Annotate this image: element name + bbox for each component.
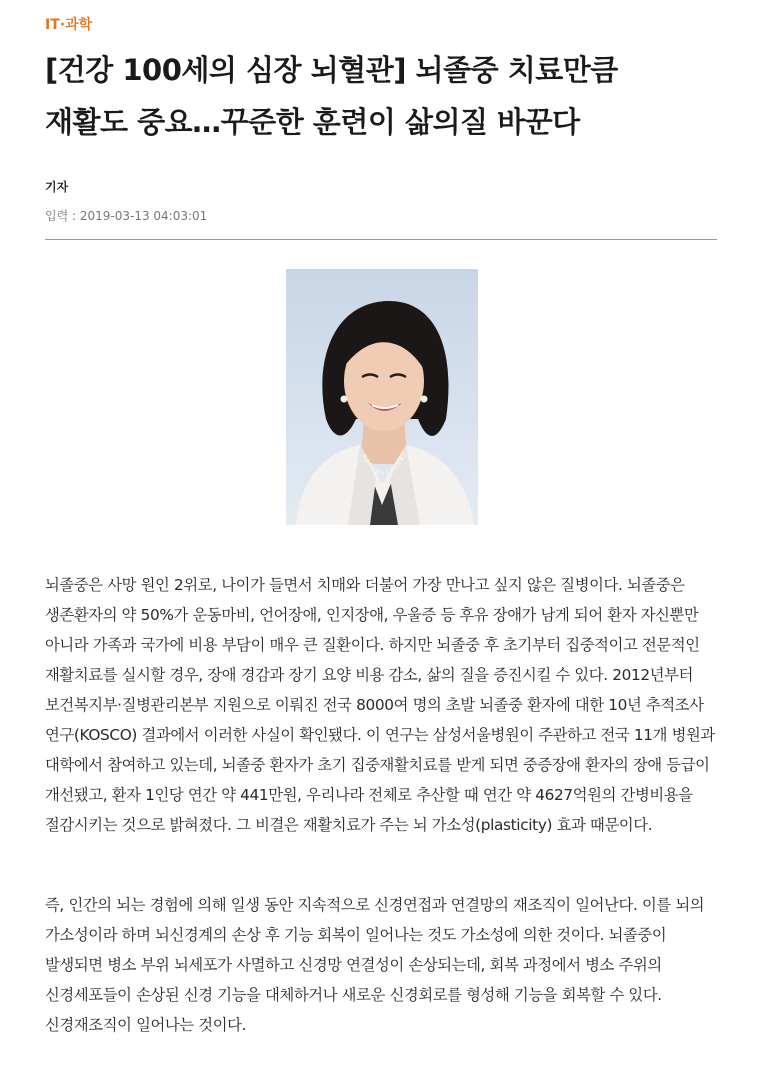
article-paragraph-2: 즉, 인간의 뇌는 경험에 의해 일생 동안 지속적으로 신경연접과 연결망의 재조직이 일어난다. 이를 뇌의 가소성이라 하며 뇌신경계의 손상 후 기능 회복이 일어나는 것도 가소성에 의한 것이다. 뇌졸중이 발생되면 병소 부위 뇌세포가 사멸하고 신경망 연결성이 손상되는데, 회복 과정에서 병소 주위의 신경세포들이 손상된 신경 기능을 대체하거나 새로운 신경회로를 형성해 기능을 회복할 수 있다. 신경재조직이 일어나는 것이다. [45, 896, 705, 1034]
headline-line-2: 재활도 중요…꾸준한 훈련이 삶의질 바꾼다 [45, 105, 580, 139]
section-category-link[interactable]: IT·과학 [45, 17, 93, 33]
headline-line-1: [건강 100세의 심장 뇌혈관] 뇌졸중 치료만큼 [45, 53, 618, 87]
published-date: 입력 : 2019-03-13 04:03:01 [45, 209, 208, 223]
article-paragraph-1: 뇌졸중은 사망 원인 2위로, 나이가 들면서 치매와 더불어 가장 만나고 싶지 않은 질병이다. 뇌졸중은 생존환자의 약 50%가 운동마비, 언어장애, 인지장애, 우울증 등 후유 장애가 남게 되어 환자 자신뿐만 아니라 가족과 국가에 비용 부담이 매우 큰 질환이다. 하지만 뇌졸중 후 초기부터 집중적이고 전문적인 재활치료를 실시할 경우, 장애 경감과 장기 요양 비용 감소, 삶의 질을 증진시킬 수 있다. 2012년부터 보건복지부·질병관리본부 지원으로 이뤄진 전국 8000여 명의 초발 뇌졸중 환자에 대한 10년 추적조사 연구(KOSCO) 결과에서 이러한 사실이 확인됐다. 이 연구는 삼성서울병원이 주관하고 전국 11개 병원과 대학에서 참여하고 있는데, 뇌졸중 환자가 초기 집중재활치료를 받게 되면 중증장애 환자의 장애 등급이 개선됐고, 환자 1인당 연간 약 441만원, 우리나라 전체로 추산할 때 연간 약 4627억원의 간병비용을 절감시키는 것으로 밝혀졌다. 그 비결은 재활치료가 주는 뇌 가소성(plasticity) 효과 때문이다. [45, 576, 715, 834]
article-headline [45, 44, 725, 148]
header-divider [45, 239, 717, 240]
author-portrait-photo [286, 269, 478, 525]
byline: 기자 [45, 180, 69, 194]
